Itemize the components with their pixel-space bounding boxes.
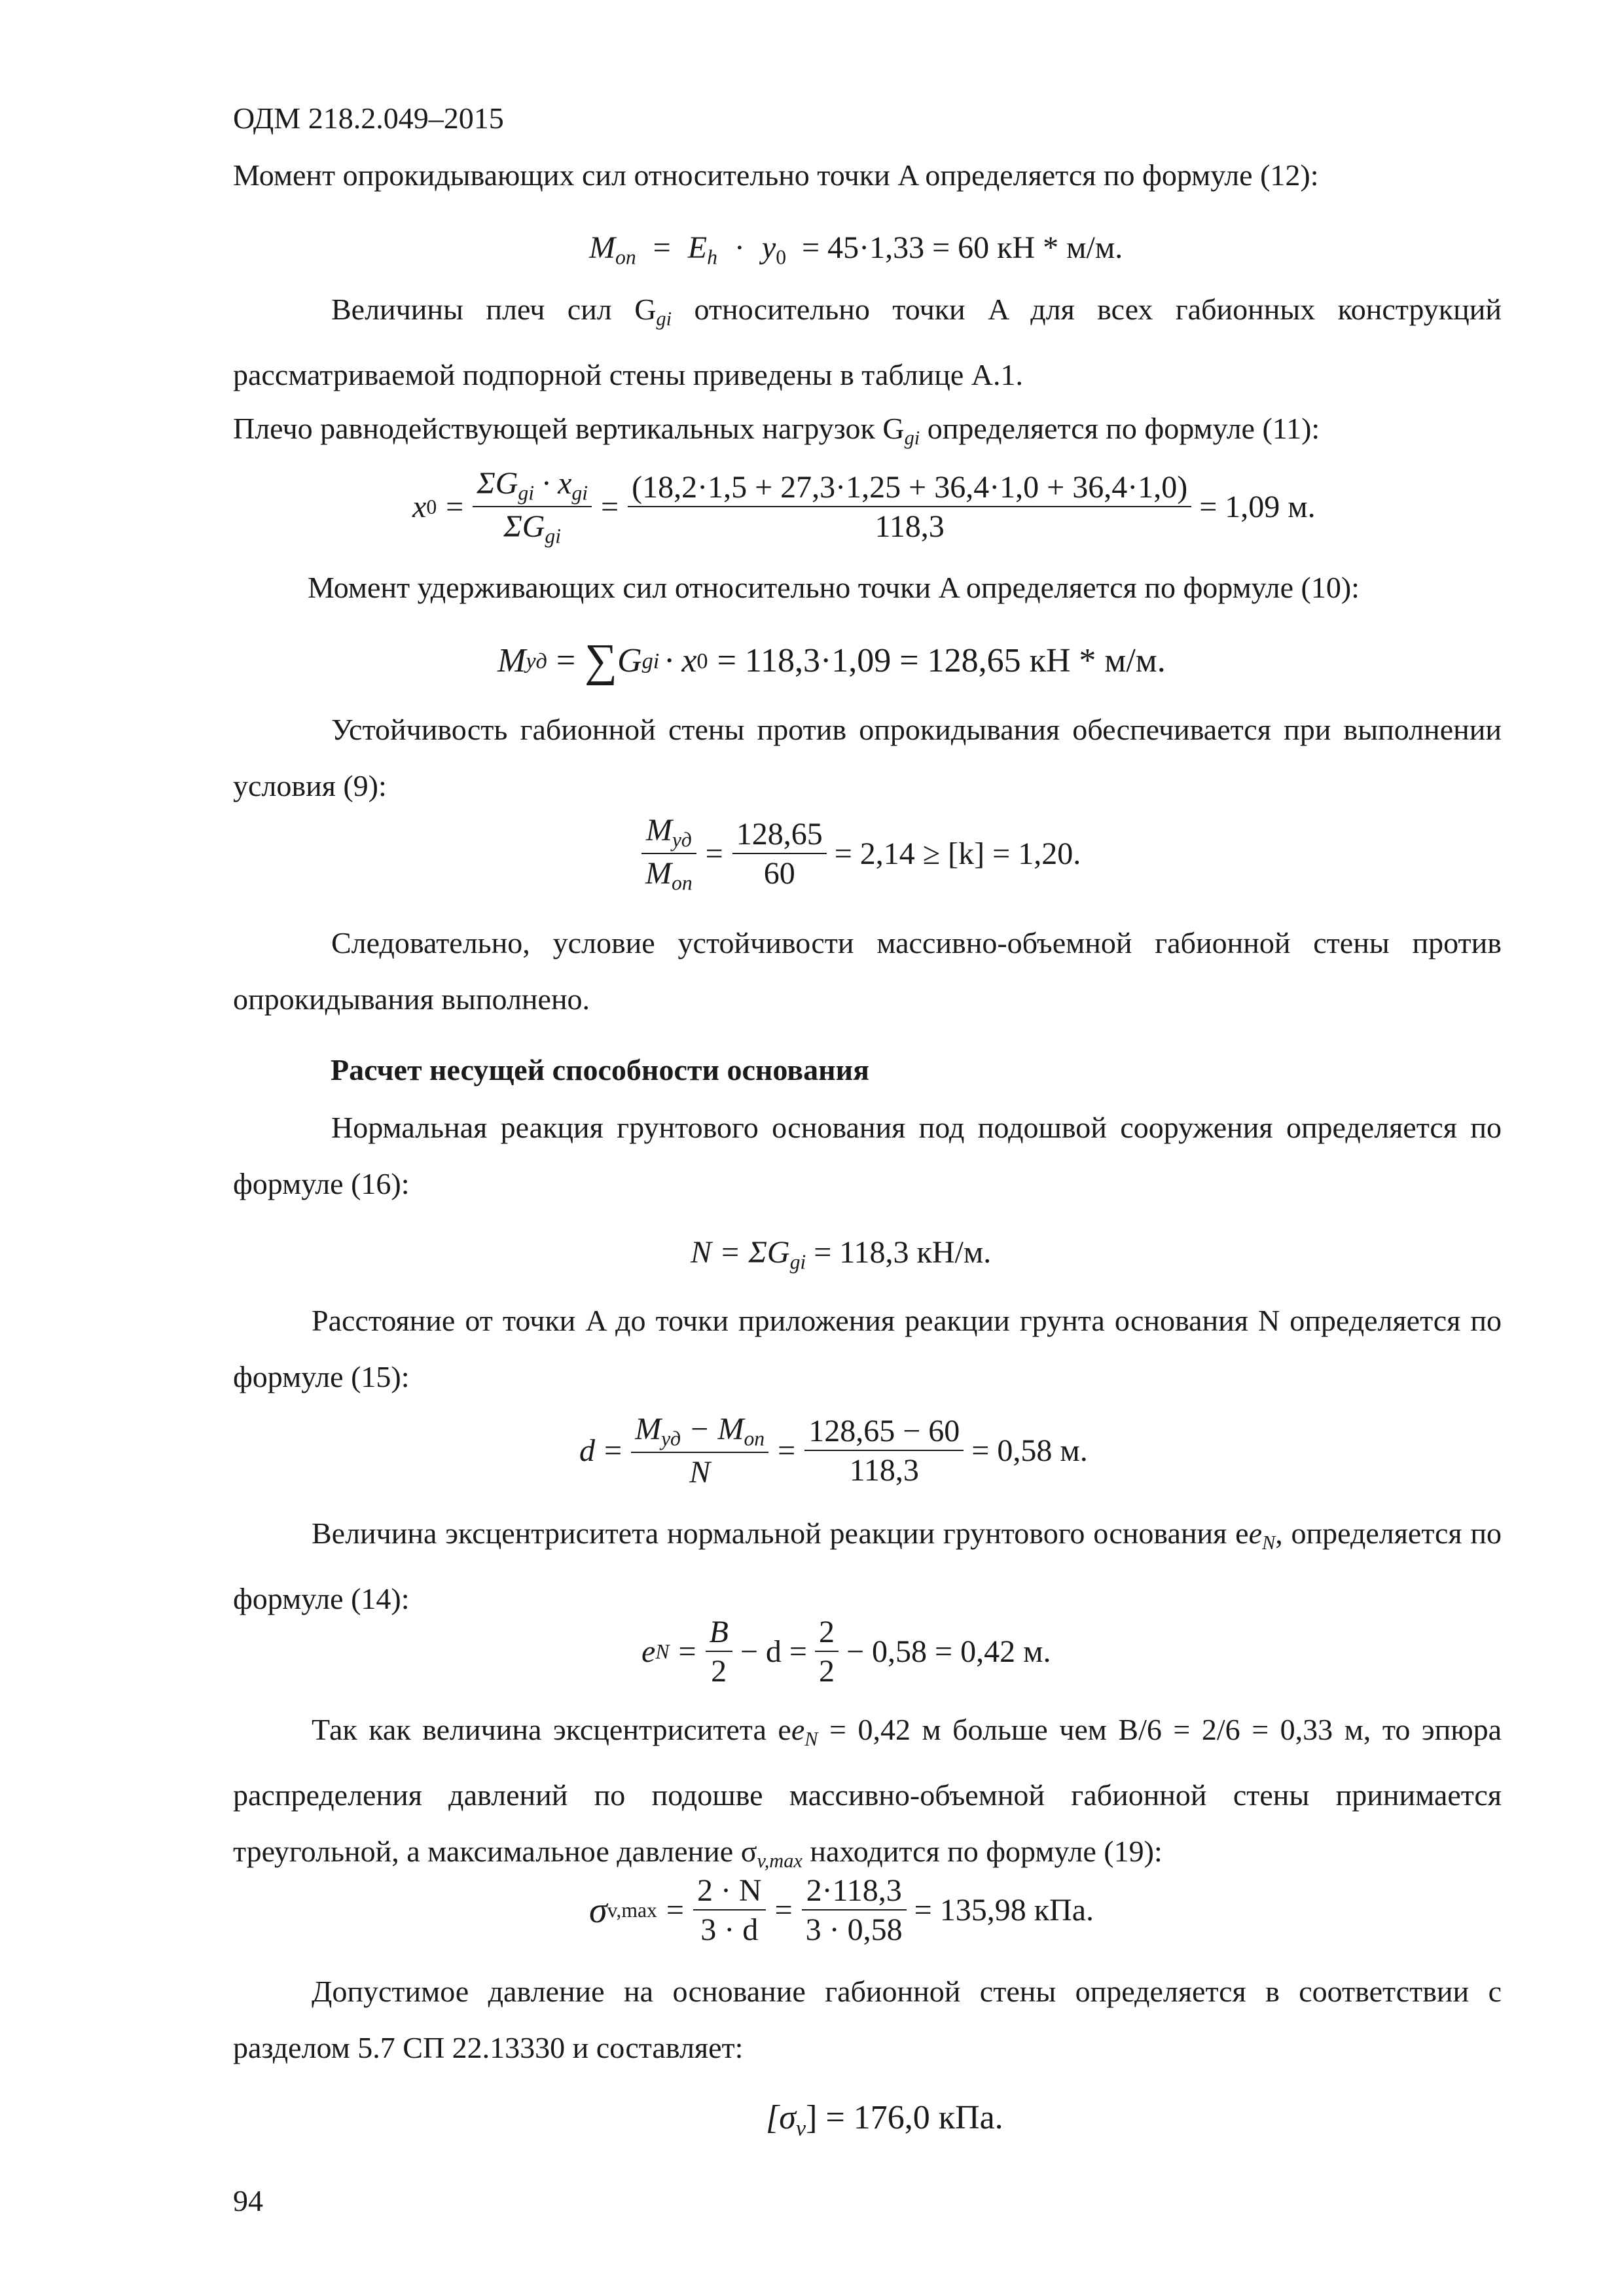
text-run: Плечо равнодействующей вертикальных нагрузок G [233,412,905,445]
formula-max-pressure [589,1875,1094,1946]
section-heading: Расчет несущей способности основания [331,1053,869,1086]
text-run: определяется по формуле (11): [920,412,1320,445]
formula-symbol: σ [589,1890,607,1931]
formula-subscript: уд [672,828,692,852]
document-code: ОДМ 218.2.049–2015 [233,101,504,135]
formula-symbol: G [617,642,642,679]
fraction-denominator: M [645,856,672,891]
formula-sum-sign: ∑ [585,636,618,686]
fraction-numerator: 128,65 [732,819,827,854]
text-run: находится по формуле (19): [802,1835,1163,1869]
fraction-denominator: 2 [711,1654,727,1689]
formula-symbol: E [687,230,708,265]
paragraph-distance-d: Расстояние от точки A до точки приложения реакции грунта основания N определяется по формуле (15): [233,1304,1502,1393]
formula-symbol: · x [664,642,697,679]
formula-symbol: N = ΣG [691,1235,790,1270]
formula-operator: = [666,1893,684,1928]
text-subscript: gi [656,308,672,331]
formula-fraction [628,472,1191,543]
paragraph-lever-arms [233,281,1502,403]
formula-symbol: x [412,490,427,525]
formula-result: = 2,14 ≥ [k] = 1,20. [834,836,1081,872]
fraction-numerator: 2 [815,1617,839,1652]
formula-result: = 45·1,33 = 60 кН * м/м. [802,230,1123,265]
formula-subscript: уд [526,648,547,673]
formula-subscript: 0 [776,245,787,269]
fraction-numerator: B [706,1617,732,1652]
formula-subscript: gi [518,481,535,505]
formula-result: = 118,3 кН/м. [806,1235,992,1270]
formula-symbol: M [497,642,526,679]
formula-allowable-pressure [766,2101,1003,2140]
formula-fraction [804,1416,964,1486]
formula-subscript: gi [789,1250,806,1274]
paragraph-normal-reaction: Нормальная реакция грунтового основания под подошвой сооружения определяется по формуле (16): [233,1111,1502,1200]
paragraph-eccentricity: Величина эксцентриситета нормальной реакции грунтового основания $ee_N$, определяется по формуле (14): [233,1516,1502,1616]
formula-operator: = [446,490,464,525]
formula-fraction [706,1617,732,1687]
formula-operator: = [774,1893,793,1928]
formula-fraction [815,1617,839,1687]
text-subscript: gi [904,427,920,450]
fraction-denominator: 3 · d [700,1912,759,1947]
formula-subscript: 0 [426,495,437,519]
text-subscript: N [1261,1532,1276,1554]
formula-operator: = [705,836,723,872]
text-run: = 0,42 м больше чем B/6 = 2/6 = 0,33 м, то эпюра распределения давлений по подошве массивно-объемной габионной стены принимается треугольной, а максимальное давление σ [233,1713,1502,1869]
formula-operator: · [734,230,745,265]
fraction-numerator: M [635,1412,662,1446]
formula-result: = 0,58 м. [971,1433,1088,1469]
formula-operator: − d = [740,1634,807,1669]
formula-stability-check [641,815,1081,893]
text-run: Величина эксцентриситета нормальной реакции грунтового основания e [312,1516,1249,1550]
paragraph-triangular-diagram: Так как величина эксцентриситета $ee_N = 0,42$ м больше чем B/6 = 2/6 = 0,33 м, то эпюра распределения давлений по подошве массивно-объемной габионной стены принимается треугольной, а максимальное давление $\sigma_{v,max}$ находится по формуле (19): [233,1713,1502,1873]
fraction-numerator: · x [534,466,572,501]
formula-subscript: оп [744,1427,765,1450]
fraction-numerator: ΣG [477,466,518,501]
fraction-numerator: (18,2·1,5 + 27,3·1,25 + 36,4·1,0 + 36,4·1,0) [628,472,1191,507]
fraction-denominator: ΣG [503,509,545,545]
formula-distance-d [579,1414,1088,1488]
paragraph-holding-moment: Момент удерживающих сил относительно точки A определяется по формуле (10): [308,571,1360,604]
text-run: , определяется по формуле (14): [233,1516,1502,1616]
formula-operator: = [778,1433,796,1469]
formula-fraction [693,1875,766,1946]
formula-operator: = [604,1433,623,1469]
paragraph-resultant-arm [233,414,1320,448]
text-run: Величины плеч сил G [331,293,657,326]
fraction-denominator: N [689,1455,711,1490]
formula-symbol: e [641,1634,656,1669]
page-number: 94 [233,2184,263,2217]
formula-normal-reaction [691,1237,991,1272]
formula-result: = 118,3·1,09 = 128,65 кН * м/м. [717,642,1166,679]
formula-fraction [473,468,592,547]
text-run: Так как величина эксцентриситета e [312,1713,791,1746]
fraction-denominator: 2 [818,1654,835,1689]
fraction-numerator: 2·118,3 [802,1875,907,1910]
formula-subscript: N [655,1640,670,1664]
fraction-denominator: 3 · 0,58 [805,1912,903,1947]
text-subscript: v,max [757,1850,803,1873]
paragraph-allowable-pressure: Допустимое давление на основание габионной стены определяется в соответствии с разделом 5.7 СП 22.13330 и составляет: [233,1975,1502,2064]
formula-operator: = [601,490,619,525]
formula-symbol: [σ [766,2099,796,2136]
fraction-denominator: 60 [763,856,795,891]
formula-symbol: d [579,1433,595,1469]
formula-fraction [631,1414,768,1488]
formula-resultant-arm [412,468,1316,547]
formula-symbol: y [761,230,776,265]
formula-overturning-moment [589,232,1123,268]
formula-subscript: v [795,2115,806,2141]
formula-operator: = [653,230,671,265]
text-run: относительно точки A для всех габионных конструкций рассматриваемой подпорной стены приведены в таблице А.1. [233,293,1502,392]
formula-holding-moment [497,638,1166,684]
formula-subscript: gi [545,524,562,548]
formula-result: = 1,09 м. [1199,490,1316,525]
paragraph-stability-condition: Устойчивость габионной стены против опрокидывания обеспечивается при выполнении условия (9): [233,713,1502,802]
fraction-numerator: M [645,813,672,848]
fraction-numerator: − M [681,1412,744,1446]
formula-result: ] = 176,0 кПа. [806,2099,1003,2136]
formula-operator: = [556,642,576,679]
fraction-numerator: 128,65 − 60 [804,1416,964,1451]
formula-eccentricity [641,1617,1051,1687]
formula-fraction [641,815,696,893]
formula-subscript: оп [615,245,636,269]
formula-operator: = [678,1634,696,1669]
formula-fraction [802,1875,907,1946]
formula-result: − 0,58 = 0,42 м. [846,1634,1051,1669]
formula-subscript: оп [671,871,693,895]
formula-subscript: gi [641,648,660,673]
fraction-numerator: 2 · N [693,1875,766,1910]
formula-subscript: gi [571,481,588,505]
paragraph-overturning-moment: Момент опрокидывающих сил относительно точки A определяется по формуле (12): [233,158,1319,192]
formula-subscript: уд [661,1427,681,1450]
formula-subscript: h [707,245,717,269]
formula-result: = 135,98 кПа. [914,1893,1094,1928]
formula-subscript: 0 [696,648,708,673]
formula-symbol: M [589,230,615,265]
fraction-denominator: 118,3 [849,1453,919,1488]
fraction-denominator: 118,3 [875,509,945,545]
paragraph-stability-conclusion: Следовательно, условие устойчивости массивно-объемной габионной стены против опрокидывания выполнено. [233,926,1502,1016]
formula-fraction [732,819,827,889]
formula-subscript: v,max [607,1899,657,1922]
text-subscript: N [804,1728,818,1751]
